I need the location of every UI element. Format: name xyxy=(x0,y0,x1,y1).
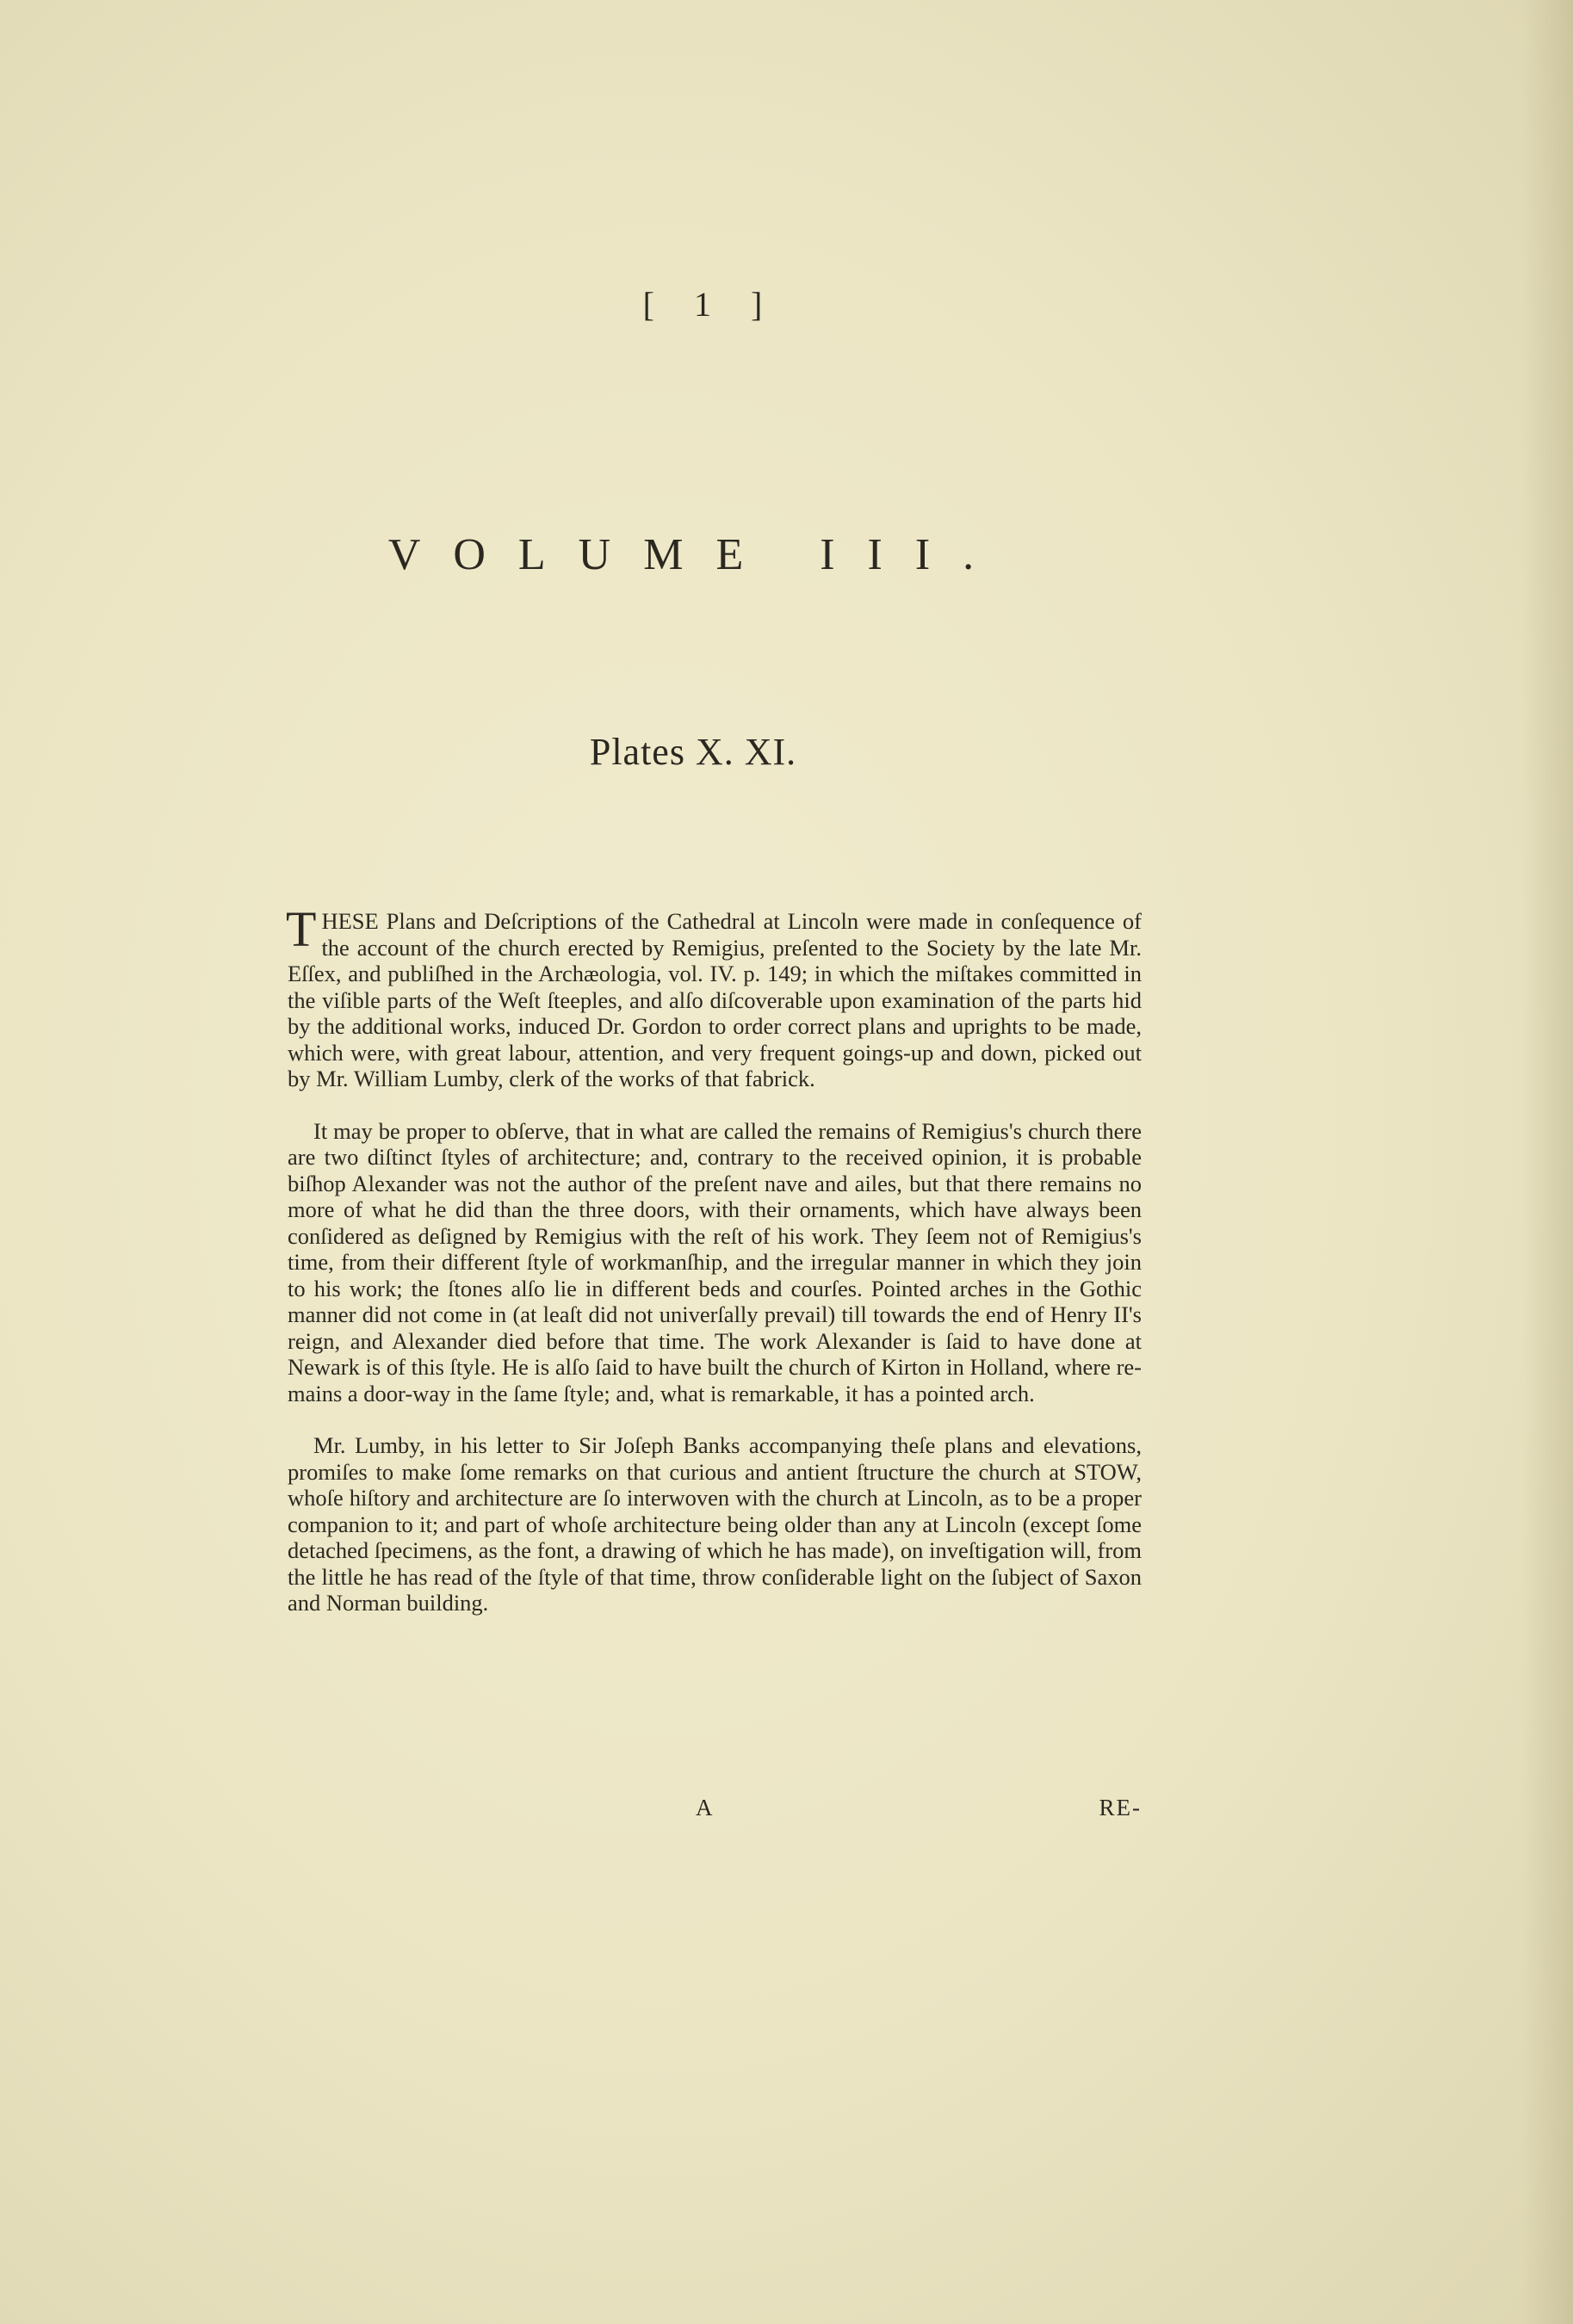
paper-edge-shading xyxy=(1521,0,1573,2324)
paragraph-1 xyxy=(286,901,1142,1092)
body-text xyxy=(286,901,1142,1616)
paragraph-2: It may be proper to obſerve, that in what are called the remains of Remigius's church there are two diſtinct ſtyles of architecture; and, contrary to the received opinion, it is probable biſhop Alexander was not the author of the preſent nave and ailes, but that there remains no more of what he did than the three doors, with their ornaments, which have always been conſidered as deſigned by Remigius with the reſt of his work. They ſeem not of Remigius's time, from their different ſtyle of workmanſhip, and the irregular manner in which they join to his work; the ſtones alſo lie in different beds and courſes. Pointed arches in the Gothic manner did not come in (at leaſt did not univerſally prevail) till towards the end of Henry II's reign, and Alexander died before that time. The work Alexander is ſaid to have done at Newark is of this ſtyle. He is alſo ſaid to have built the church of Kirton in Holland, where remains a door-way in the ſame ſtyle; and, what is remarkable, it has a pointed arch. xyxy=(288,1117,1142,1406)
page-number: [ 1 ] xyxy=(642,285,778,324)
volume-title: VOLUME III. xyxy=(387,530,1007,579)
catchword: RE- xyxy=(1099,1795,1142,1820)
signature-mark: A xyxy=(696,1795,713,1820)
paragraph-3: Mr. Lumby, in his letter to Sir Joſeph Banks accompanying theſe plans and elevations, promiſes to make ſome remarks on that curious and antient ſtructure the church at STOW, whoſe hiſtory and architecture are ſo interwoven with the church at Lincoln, as to be a proper companion to it; and part of whoſe architecture being older than any at Lincoln (except ſome detached ſpecimens, as the font, a drawing of which he has made), on inveſtigation will, from the little he has read of the ſtyle of that time, throw conſiderable light on the ſubject of Saxon and Norman building. xyxy=(288,1432,1142,1616)
plates-heading: Plates X. XI. xyxy=(589,731,797,773)
drop-cap: T xyxy=(286,901,317,957)
paragraph-1-text: HESE Plans and Deſcriptions of the Cathedral at Lincoln were made in conſequence of the account of the church erected by Remigius, preſented to the Society by the late Mr. Eſſex, and publiſhed in the Archæologia, vol. IV. p. 149; in which the miſtakes committed in the viſible parts of the Weſt ſteeples, and alſo diſcoverable upon examination of the parts hid by the additional works, induced Dr. Gordon to order correct plans and uprights to be made, which were, with great labour, attention, and very frequent goings-up and down, picked out by Mr. William Lumby, clerk of the works of that fabrick. xyxy=(288,908,1142,1091)
